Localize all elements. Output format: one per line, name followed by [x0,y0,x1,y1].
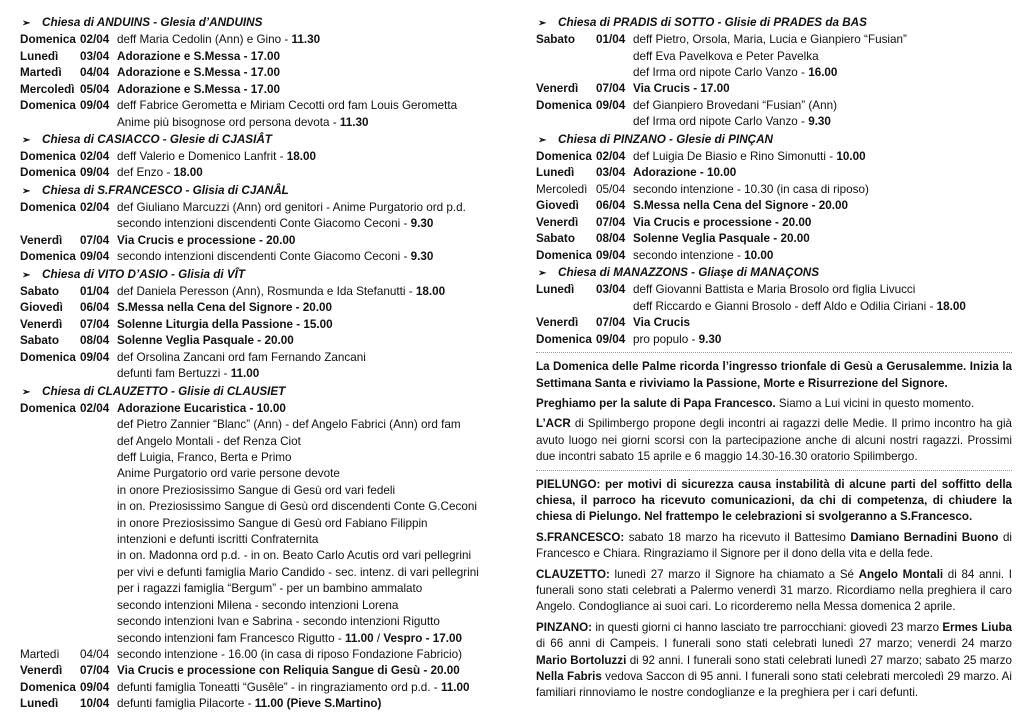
text: secondo intenzione - 16.00 (in casa di riposo Fondazione Fabricio) [117,647,462,661]
date-label: 05/04 [596,182,626,196]
day-label: Venerdì [536,316,579,330]
day-label: Martedì [20,647,60,661]
text: di 66 anni di Campeis. I funerali sono stati celebrati lunedì 27 marzo; venerdì 24 marzo [536,637,1012,651]
bold-text: Nella Fabris [536,670,602,684]
bold-text: 18.00 [286,149,317,163]
bold-text: Via Crucis e processione con Reliquia Sangue di Gesù - 20.00 [117,664,460,678]
schedule-row [20,200,498,217]
intention-text [117,680,498,697]
text: deff Eva Pavelkova e Peter Pavelka [633,49,819,63]
schedule-row [20,98,498,115]
schedule-row [20,663,498,680]
schedule-row [20,149,498,166]
text: sabato 18 marzo ha ricevuto il Battesimo [624,530,851,544]
bold-text: 10.00 [744,248,774,262]
day-label: Domenica [536,98,592,112]
date-label: 01/04 [80,284,110,298]
intention-text [633,282,1012,299]
schedule-row [536,182,1012,199]
intention-text [117,149,498,166]
text: def Irma ord nipote Carlo Vanzo - [633,65,809,79]
intention-text [633,198,1012,215]
bold-text: Mario Bortoluzzi [536,653,627,667]
bold-text: Solenne Liturgia della Passione - 15.00 [117,317,333,331]
intention-text [633,32,1012,49]
schedule-row [20,49,498,66]
intention-continuation [20,115,498,131]
bold-text: 11.00 [440,680,470,694]
intention-continuation [20,466,498,482]
intention-text [117,663,498,680]
text: def Giuliano Marcuzzi (Ann) ord genitori - Anime Purgatorio ord p.d. [117,200,466,214]
schedule-row [20,82,498,99]
intention-text [633,248,1012,265]
schedule-row [536,98,1012,115]
bold-text: Adorazione e S.Messa - 17.00 [117,82,281,96]
day-label: Venerdì [536,215,579,229]
text: Anime Purgatorio ord varie persone devote [117,467,340,481]
bold-text: 9.30 [808,115,831,129]
schedule-row [20,333,498,350]
text: deff Pietro, Orsola, Maria, Lucia e Gianpiero “Fusian” [633,33,907,46]
schedule-row [20,284,498,301]
day-label: Lunedì [20,49,59,63]
day-label: Domenica [536,248,592,262]
schedule-row [536,315,1012,332]
intention-text [117,165,498,182]
schedule-row [536,332,1012,349]
date-label: 07/04 [80,233,110,247]
date-label: 02/04 [80,33,110,46]
date-label: 03/04 [80,49,110,63]
intention-continuation [20,516,498,532]
date-label: 10/04 [80,697,110,711]
date-label: 09/04 [596,98,626,112]
church-name: Chiesa di S.FRANCESCO - Glisia di CJANÂL [42,183,289,197]
schedule-row [20,165,498,182]
text: secondo intenzione - 10.30 (in casa di riposo) [633,182,869,196]
bold-text: 16.00 [808,65,838,79]
schedule-row [20,300,498,317]
bold-text: Damiano Bernadini Buono [850,530,999,544]
intention-text [117,401,498,418]
date-label: 07/04 [80,664,110,678]
intention-text [117,249,498,266]
intention-text [117,233,498,250]
intention-text [117,65,498,82]
text: def Gianpiero Brovedani “Fusian” (Ann) [633,98,837,112]
bold-text: Via Crucis - 17.00 [633,82,730,96]
date-label: 09/04 [80,99,110,112]
intention-continuation [20,216,498,232]
intention-text [633,215,1012,232]
intention-text [117,49,498,66]
day-label: Mercoledì [536,182,588,196]
schedule-row [20,696,498,713]
bold-text: S.Messa nella Cena del Signore - 20.00 [117,301,333,315]
day-label: Martedì [20,66,62,79]
text: in on. Madonna ord p.d. - in on. Beato Carlo Acutis ord vari pellegrini [117,549,472,563]
text: di 92 anni. I funerali sono stati celebrati lunedì 27 marzo; sabato 25 marzo [626,653,1012,667]
bold-text: Adorazione Eucaristica - 10.00 [117,401,286,415]
day-label: Lunedì [536,283,575,297]
intention-text [117,647,498,664]
date-label: 02/04 [80,401,110,415]
day-label: Domenica [20,250,76,264]
dotted-separator [536,470,1012,471]
text: def Angelo Montali - def Renza Ciot [117,434,301,448]
bold-text: Adorazione - 10.00 [633,166,737,180]
day-label: Giovedì [20,301,63,315]
church-heading [20,131,498,149]
schedule-row [536,32,1012,49]
text: deff Luigia, Franco, Berta e Primo [117,451,292,465]
bold-text: Preghiamo per la salute di Papa Francesco. [536,396,776,410]
notice-paragraph [536,359,1012,392]
text: vedova Saccon di 95 anni. I funerali sono stati celebrati mercoledì 29 marzo. Ai familiari rinnoviamo le nostre condoglianze e la preghiera per i cari defunti. [536,670,1012,700]
day-label: Domenica [20,200,76,214]
text: def Daniela Peresson (Ann), Rosmunda e Ida Stefanutti - [117,284,416,298]
notice-paragraph [536,620,1012,702]
church-name: Chiesa di CLAUZETTO - Glisie di CLAUSIET [42,384,286,398]
date-label: 01/04 [596,33,626,46]
date-label: 02/04 [80,200,110,214]
church-heading [536,264,1012,282]
text: def Irma ord nipote Carlo Vanzo - [633,115,809,129]
date-label: 03/04 [596,283,626,297]
schedule-row [536,81,1012,98]
arrow-bullet-icon: ➢ [538,18,547,29]
day-label: Domenica [20,99,76,112]
intention-continuation [536,299,1012,315]
arrow-bullet-icon: ➢ [22,18,31,29]
schedule-row [20,647,498,664]
intention-text [117,32,498,49]
intention-continuation [20,614,498,630]
date-label: 07/04 [596,82,626,96]
intention-text [117,300,498,317]
text: intenzioni e defunti iscritti Confraternita [117,533,319,547]
text: deff Giovanni Battista e Maria Brosolo ord figlia Livucci [633,283,916,297]
schedule-row [536,215,1012,232]
schedule-row [20,401,498,418]
intention-text [633,332,1012,349]
schedule-row [20,65,498,82]
intention-continuation [20,366,498,382]
arrow-bullet-icon: ➢ [538,268,547,280]
intention-continuation [20,483,498,499]
text: secondo intenzioni Ivan e Sabrina - secondo intenzioni Rigutto [117,615,440,629]
dotted-separator [536,352,1012,353]
text: secondo intenzioni discendenti Conte Giacomo Ceconi - [117,217,411,231]
text: in onore Preziosissimo Sangue di Gesù ord Fabiano Filippin [117,516,428,530]
text: per i ragazzi famiglia “Bergum” - per un bambino ammalato [117,582,423,596]
intention-continuation [20,581,498,597]
notice-paragraph [536,530,1012,563]
intention-text [633,81,1012,98]
day-label: Giovedì [536,199,579,213]
bold-text: 10.00 [836,149,866,163]
notice-paragraph [536,416,1012,465]
text: deff Riccardo e Gianni Brosolo - deff Aldo e Odilia Ciriani - [633,299,937,313]
bold-text: Via Crucis e processione - 20.00 [117,233,296,247]
bold-text: L’ACR [536,417,571,431]
text: secondo intenzioni discendenti Conte Giacomo Ceconi - [117,250,411,264]
arrow-bullet-icon: ➢ [22,269,31,281]
date-label: 09/04 [80,250,110,264]
date-label: 08/04 [596,232,626,246]
text: di Spilimbergo propone degli incontri ai ragazzi delle Medie. Il primo incontro ha già avuto luogo nei giorni scorsi con la partecipazione anche di alcuni nostri ragazzi. Prossimi due incontri sabato 15 aprile e 6 maggio 14.30-16.30 oratorio Spilimbergo. [536,417,1012,464]
bold-text: Angelo Montali [858,567,944,581]
day-label: Venerdì [20,233,63,247]
date-label: 06/04 [80,301,110,315]
text: deff Fabrice Gerometta e Miriam Cecotti ord fam Louis Gerometta [117,99,458,112]
text: di 84 anni. I funerali sono stati celebrati a Palermo venerdì 31 marzo. Ricordiamo nella preghiera il caro Angelo. Condogliance ai suoi cari. Lo ricorderemo nella Messa domenica 2 aprile. [536,567,1012,614]
schedule-row [536,282,1012,299]
date-label: 07/04 [596,215,626,229]
church-heading [20,266,498,284]
day-label: Venerdì [20,664,63,678]
bold-text: La Domenica delle Palme ricorda l’ingresso trionfale di Gesù a Gerusalemme. Inizia la Settimana Santa e riviviamo la Passione, Morte e Risurrezione del Signore. [536,360,1012,390]
bold-text: Solenne Veglia Pasquale - 20.00 [633,232,810,246]
church-heading [20,14,498,32]
church-name: Chiesa di VITO D’ASIO - Glisia di VÎT [42,267,246,281]
date-label: 03/04 [596,166,626,180]
bold-text: 11.00 (Pieve S.Martino) [254,697,382,711]
text: def Luigia De Biasio e Rino Simonutti - [633,149,837,163]
intention-continuation [536,114,1012,130]
bold-text: 11.00 [345,631,374,645]
bold-text: Vespro - 17.00 [383,631,463,645]
intention-continuation [20,565,498,581]
intention-continuation [536,49,1012,65]
bold-text: Adorazione e S.Messa - 17.00 [117,66,281,79]
bold-text: 9.30 [410,217,434,231]
church-heading [536,131,1012,149]
day-label: Sabato [536,33,575,46]
intention-continuation [20,417,498,433]
church-name: Chiesa di CASIACCO - Glesie di CJASIÂT [42,132,272,146]
bold-text: 9.30 [698,332,722,346]
intention-continuation [20,434,498,450]
intention-text [117,98,498,115]
date-label: 04/04 [80,66,110,79]
right-column [536,14,1012,706]
day-label: Sabato [20,334,59,348]
bold-text: Via Crucis e processione - 20.00 [633,215,812,229]
text: lunedì 27 marzo il Signore ha chiamato a Sé [609,567,859,581]
schedule-row [536,248,1012,265]
text: defunti famiglia Pilacorte - [117,697,255,711]
notice-paragraph [536,396,1012,412]
schedule-row [536,231,1012,248]
text: Siamo a Lui vicini in questo momento. [775,396,975,410]
intention-continuation [20,548,498,564]
day-label: Domenica [20,166,76,180]
church-heading [536,14,1012,32]
day-label: Sabato [20,284,59,298]
text: in questi giorni ci hanno lasciato tre parrocchiani: giovedì 23 marzo [592,620,943,634]
intention-continuation [536,65,1012,81]
day-label: Domenica [20,680,76,694]
intention-text [117,317,498,334]
day-label: Domenica [20,350,76,364]
bold-text: CLAUZETTO: [536,567,610,581]
date-label: 08/04 [80,334,110,348]
day-label: Venerdì [536,82,579,96]
bold-text: 18.00 [173,166,203,180]
date-label: 09/04 [80,166,110,180]
arrow-bullet-icon: ➢ [22,134,31,146]
day-label: Domenica [536,149,592,163]
intention-text [633,182,1012,199]
church-heading [20,383,498,401]
intention-continuation [20,631,498,647]
bold-text: 18.00 [415,284,446,298]
day-label: Domenica [20,149,76,163]
text: / [373,631,384,645]
church-heading [20,182,498,200]
arrow-bullet-icon: ➢ [22,185,31,197]
arrow-bullet-icon: ➢ [22,386,31,398]
bold-text: 11.00 [230,367,260,381]
day-label: Lunedì [536,166,575,180]
text: di Francesco e Chiara. Ringraziamo il Signore per il dono della vita e della fede. [536,530,1012,561]
text: def Pietro Zannier “Blanc” (Ann) - def Angelo Fabrici (Ann) ord fam [117,418,461,432]
text: secondo intenzioni fam Francesco Rigutto - [117,631,346,645]
schedule-row [20,680,498,697]
date-label: 09/04 [80,350,110,364]
date-label: 02/04 [80,149,110,163]
day-label: Lunedì [20,697,59,711]
text: def Enzo - [117,166,174,180]
date-label: 07/04 [80,317,110,331]
date-label: 09/04 [80,680,110,694]
bold-text: Ermes Liuba [942,620,1012,634]
schedule-row [20,249,498,266]
bold-text: S.Messa nella Cena del Signore - 20.00 [633,199,849,213]
notice-paragraph [536,477,1012,526]
day-label: Sabato [536,232,575,246]
intention-continuation [20,499,498,515]
day-label: Domenica [20,401,76,415]
bold-text: Solenne Veglia Pasquale - 20.00 [117,334,294,348]
bold-text: 11.30 [291,33,321,46]
date-label: 09/04 [596,248,626,262]
text: in on. Preziosissimo Sangue di Gesù ord discendenti Conte G.Ceconi [117,500,477,514]
text: per vivi e defunti famiglia Mario Candido - sec. intenz. di vari pellegrini [117,565,479,579]
schedule-row [536,149,1012,166]
date-label: 07/04 [596,316,626,330]
intention-text [633,98,1012,115]
text: in onore Preziosissimo Sangue di Gesù ord vari fedeli [117,483,396,497]
schedule-row [536,165,1012,182]
date-label: 04/04 [80,647,110,661]
notice-paragraph [536,567,1012,616]
bold-text: 18.00 [936,299,966,313]
intention-continuation [20,598,498,614]
bold-text: S.FRANCESCO: [536,530,625,544]
text: defunti fam Bertuzzi - [117,367,231,381]
schedule-row [536,198,1012,215]
text: secondo intenzioni Milena - secondo intenzioni Lorena [117,598,399,612]
schedule-row [20,32,498,49]
date-label: 09/04 [596,332,626,346]
intention-text [117,284,498,301]
text: deff Valerio e Domenico Lanfrit - [117,149,287,163]
bold-text: PINZANO: [536,620,593,634]
bold-text: 9.30 [410,250,434,264]
church-name: Chiesa di PRADIS di SOTTO - Glisie di PRADES da BAS [558,16,867,29]
text: secondo intenzione - [633,248,745,262]
intention-continuation [20,532,498,548]
intention-text [633,231,1012,248]
bold-text: Adorazione e S.Messa - 17.00 [117,49,281,63]
intention-text [633,149,1012,166]
date-label: 05/04 [80,82,110,96]
text: deff Maria Cedolin (Ann) e Gino - [117,33,292,46]
intention-continuation [20,450,498,466]
day-label: Mercoledì [20,82,75,96]
day-label: Domenica [20,33,76,46]
church-name: Chiesa di PINZANO - Glesie di PINÇAN [558,132,773,146]
text: pro populo - [633,332,699,346]
day-label: Domenica [536,332,592,346]
bold-text: 11.30 [339,115,369,129]
bold-text: PIELUNGO: per motivi di sicurezza causa instabilità di alcune parti del soffitto della chiesa, il parroco ha ricevuto comunicazioni, da chi di competenza, di chiudere la chiesa di Pielungo. Nel frattempo le celebrazioni si svolgeranno a S.Francesco. [536,477,1012,524]
text: Anime più bisognose ord persona devota - [117,115,340,129]
schedule-row [20,317,498,334]
date-label: 02/04 [596,149,626,163]
text: defunti famiglia Toneatti “Gusêle” - in ringraziamento ord p.d. - [117,680,441,694]
schedule-row [20,233,498,250]
bold-text: Via Crucis [633,316,690,330]
schedule-row [20,350,498,367]
arrow-bullet-icon: ➢ [538,134,547,146]
intention-text [633,315,1012,332]
intention-text [117,333,498,350]
text: def Orsolina Zancani ord fam Fernando Zancani [117,350,366,364]
left-column [20,14,498,713]
church-name: Chiesa di MANAZZONS - Gliaşe di MANAÇONS [558,266,820,280]
day-label: Venerdì [20,317,63,331]
church-name: Chiesa di ANDUINS - Glesia d’ANDUINS [42,16,263,29]
intention-text [117,82,498,99]
intention-text [117,696,498,713]
intention-text [633,165,1012,182]
intention-text [117,350,498,367]
intention-text [117,200,498,217]
date-label: 06/04 [596,199,626,213]
